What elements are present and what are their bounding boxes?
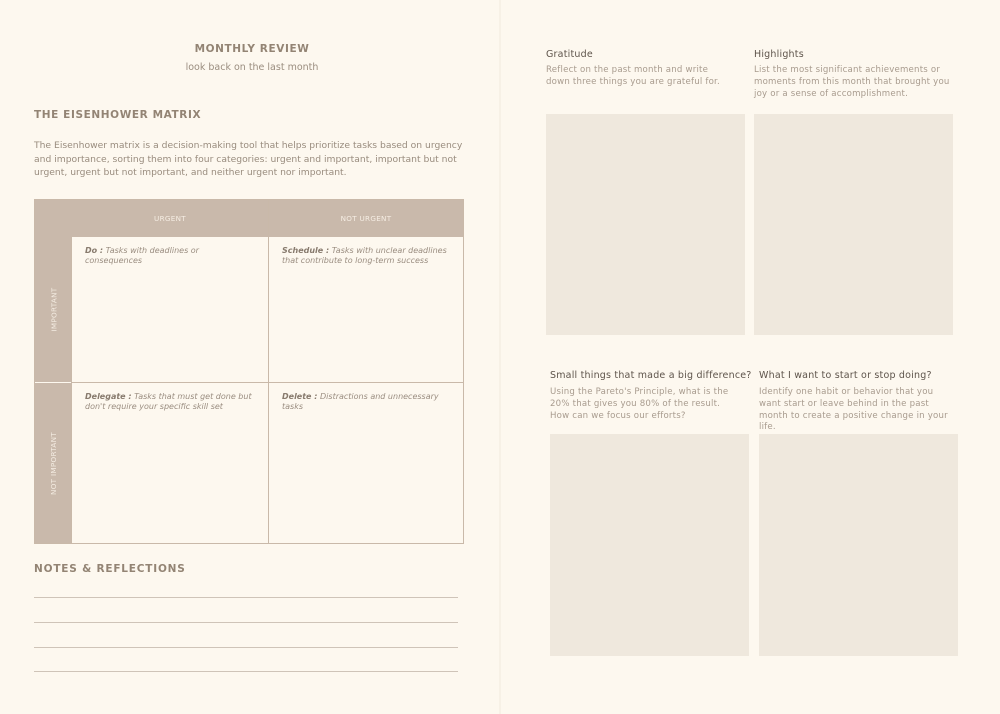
page-title: MONTHLY REVIEW bbox=[194, 43, 310, 55]
matrix-header-not-urgent-label: NOT URGENT bbox=[340, 214, 392, 223]
notes-line[interactable] bbox=[34, 647, 458, 648]
start-stop-box[interactable] bbox=[759, 434, 958, 656]
notes-line[interactable] bbox=[34, 622, 458, 623]
matrix-row-not-important-label: NOT IMPORTANT bbox=[49, 431, 59, 495]
delegate-text: Tasks that must get done but don't require your specific skill set bbox=[85, 392, 252, 411]
notes-title: NOTES & REFLECTIONS bbox=[34, 563, 186, 575]
delete-label: Delete : bbox=[282, 392, 318, 401]
eisenhower-title: THE EISENHOWER MATRIX bbox=[34, 109, 202, 121]
right-page bbox=[500, 0, 1000, 714]
small-things-title: Small things that made a big difference? bbox=[550, 370, 752, 381]
schedule-label: Schedule : bbox=[282, 246, 330, 255]
matrix-cell-delegate[interactable] bbox=[72, 383, 268, 543]
notes-line[interactable] bbox=[34, 597, 458, 598]
matrix-cell-do[interactable] bbox=[72, 237, 268, 382]
gratitude-box[interactable] bbox=[546, 114, 745, 335]
matrix-row-not-important bbox=[35, 383, 72, 543]
schedule-text: Tasks with unclear deadlines that contribute to long-term success bbox=[282, 246, 447, 265]
matrix-corner bbox=[35, 200, 72, 237]
notes-line[interactable] bbox=[34, 671, 458, 672]
page-subtitle: look back on the last month bbox=[185, 62, 319, 73]
highlights-description: List the most significant achievements or moments from this month that brought you joy or a sense of accomplishment. bbox=[754, 65, 950, 99]
matrix-cell-schedule[interactable] bbox=[269, 237, 463, 382]
eisenhower-description: The Eisenhower matrix is a decision-making tool that helps prioritize tasks based on urgency and importance, sorting them into four categories: urgent and important, important but not urgent, urgent but not important, and neither urgent nor important. bbox=[34, 140, 463, 178]
gratitude-description: Reflect on the past month and write down three things you are grateful for. bbox=[546, 65, 720, 87]
matrix-header-urgent bbox=[72, 200, 268, 237]
small-things-description: Using the Pareto's Principle, what is the 20% that gives you 80% of the result. How can we focus our efforts? bbox=[550, 387, 729, 421]
start-stop-description: Identify one habit or behavior that you want start or leave behind in the past month to create a positive change in your life. bbox=[759, 387, 948, 433]
matrix-row-important-label: IMPORTANT bbox=[49, 287, 58, 332]
matrix-header-not-urgent bbox=[269, 200, 463, 237]
start-stop-title: What I want to start or stop doing? bbox=[759, 370, 932, 381]
matrix-row-important bbox=[35, 237, 72, 382]
eisenhower-matrix bbox=[34, 199, 464, 544]
small-things-box[interactable] bbox=[550, 434, 749, 656]
gratitude-title: Gratitude bbox=[546, 49, 593, 60]
do-label: Do : bbox=[85, 246, 104, 255]
highlights-title: Highlights bbox=[754, 49, 804, 60]
delete-text: Distractions and unnecessary tasks bbox=[282, 392, 439, 411]
matrix-header-urgent-label: URGENT bbox=[154, 214, 186, 223]
highlights-box[interactable] bbox=[754, 114, 953, 335]
matrix-cell-delete[interactable] bbox=[269, 383, 463, 543]
delegate-label: Delegate : bbox=[85, 392, 132, 401]
do-text: Tasks with deadlines or consequences bbox=[85, 246, 199, 265]
